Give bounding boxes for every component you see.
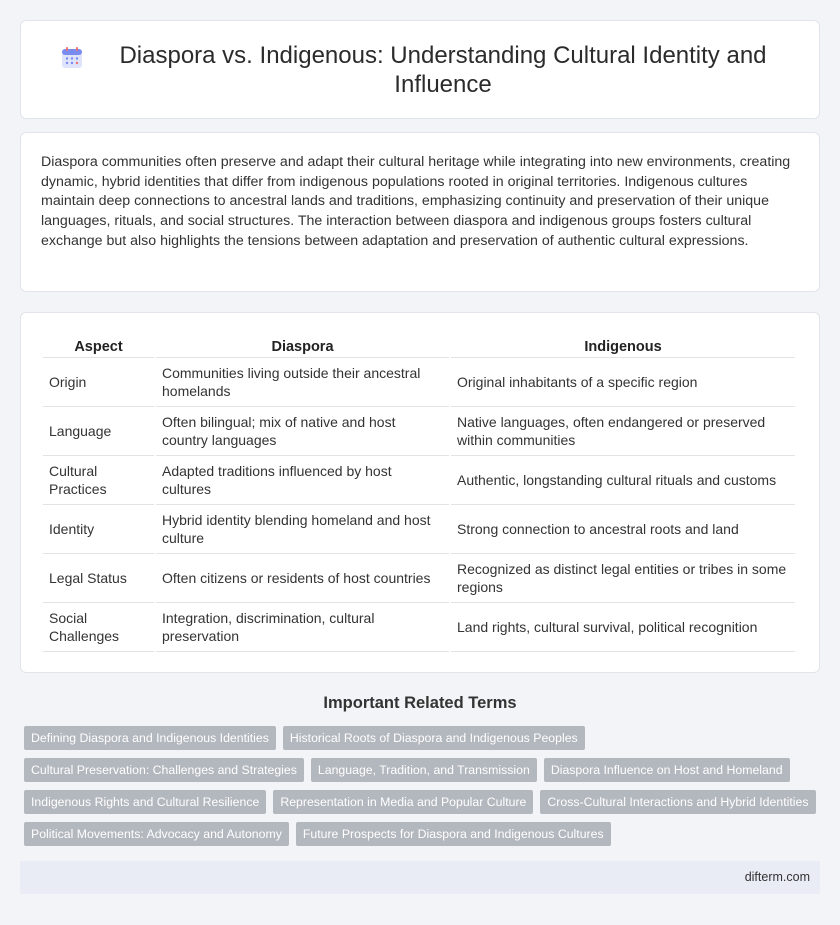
page-title: Diaspora vs. Indigenous: Understanding Cultural Identity and Influence <box>119 41 767 98</box>
related-term-tag[interactable]: Historical Roots of Diaspora and Indigenous Peoples <box>283 726 585 750</box>
cell-aspect: Cultural Practices <box>43 456 154 505</box>
related-term-tag[interactable]: Cultural Preservation: Challenges and Strategies <box>24 758 304 782</box>
related-terms-tags <box>24 726 824 854</box>
table-row <box>43 554 795 603</box>
table-header-row <box>43 333 795 358</box>
tag-row <box>24 758 824 782</box>
table-row <box>43 358 795 407</box>
cell-aspect: Legal Status <box>43 554 154 603</box>
cell-indigenous: Recognized as distinct legal entities or tribes in some regions <box>451 554 795 603</box>
related-term-tag[interactable]: Indigenous Rights and Cultural Resilience <box>24 790 266 814</box>
related-terms-heading: Important Related Terms <box>323 694 517 712</box>
related-term-tag[interactable]: Political Movements: Advocacy and Autonomy <box>24 822 289 846</box>
cell-indigenous: Strong connection to ancestral roots and land <box>451 505 795 554</box>
related-term-tag[interactable]: Defining Diaspora and Indigenous Identities <box>24 726 276 750</box>
cell-diaspora: Often bilingual; mix of native and host country languages <box>156 407 449 456</box>
intro-card <box>20 132 820 292</box>
footer-site-link[interactable]: difterm.com <box>744 870 810 884</box>
table-row <box>43 456 795 505</box>
comparison-table <box>41 333 797 652</box>
cell-aspect: Identity <box>43 505 154 554</box>
cell-diaspora: Hybrid identity blending homeland and host culture <box>156 505 449 554</box>
header-diaspora: Diaspora <box>156 333 449 358</box>
table-row <box>43 407 795 456</box>
comparison-table-card <box>20 312 820 673</box>
cell-diaspora: Often citizens or residents of host countries <box>156 554 449 603</box>
cell-indigenous: Authentic, longstanding cultural rituals and customs <box>451 456 795 505</box>
cell-indigenous: Land rights, cultural survival, political recognition <box>451 603 795 652</box>
cell-aspect: Social Challenges <box>43 603 154 652</box>
cell-aspect: Origin <box>43 358 154 407</box>
tag-row <box>24 790 824 814</box>
calendar-icon <box>60 46 84 70</box>
related-term-tag[interactable]: Diaspora Influence on Host and Homeland <box>544 758 790 782</box>
intro-text: Diaspora communities often preserve and adapt their cultural heritage while integrating into new environments, creating dynamic, hybrid identities that differ from indigenous populations rooted in original territories. Indigenous cultures maintain deep connections to ancestral lands and traditions, emphasizing continuity and preservation of their unique languages, rituals, and social structures. The interaction between diaspora and indigenous groups fosters cultural exchange but also highlights the tensions between adaptation and preservation of authentic cultural expressions. <box>41 154 791 249</box>
cell-diaspora: Communities living outside their ancestral homelands <box>156 358 449 407</box>
related-term-tag[interactable]: Representation in Media and Popular Culture <box>273 790 533 814</box>
cell-diaspora: Adapted traditions influenced by host cultures <box>156 456 449 505</box>
cell-indigenous: Native languages, often endangered or preserved within communities <box>451 407 795 456</box>
tag-row <box>24 822 824 846</box>
related-term-tag[interactable]: Language, Tradition, and Transmission <box>311 758 537 782</box>
related-term-tag[interactable]: Future Prospects for Diaspora and Indigenous Cultures <box>296 822 611 846</box>
tag-row <box>24 726 824 750</box>
cell-indigenous: Original inhabitants of a specific region <box>451 358 795 407</box>
footer <box>20 861 820 894</box>
cell-aspect: Language <box>43 407 154 456</box>
header-indigenous: Indigenous <box>451 333 795 358</box>
table-row <box>43 603 795 652</box>
table-row <box>43 505 795 554</box>
title-card <box>20 20 820 119</box>
cell-diaspora: Integration, discrimination, cultural preservation <box>156 603 449 652</box>
header-aspect: Aspect <box>43 333 154 358</box>
related-term-tag[interactable]: Cross-Cultural Interactions and Hybrid Identities <box>540 790 815 814</box>
title-wrap <box>60 41 780 99</box>
